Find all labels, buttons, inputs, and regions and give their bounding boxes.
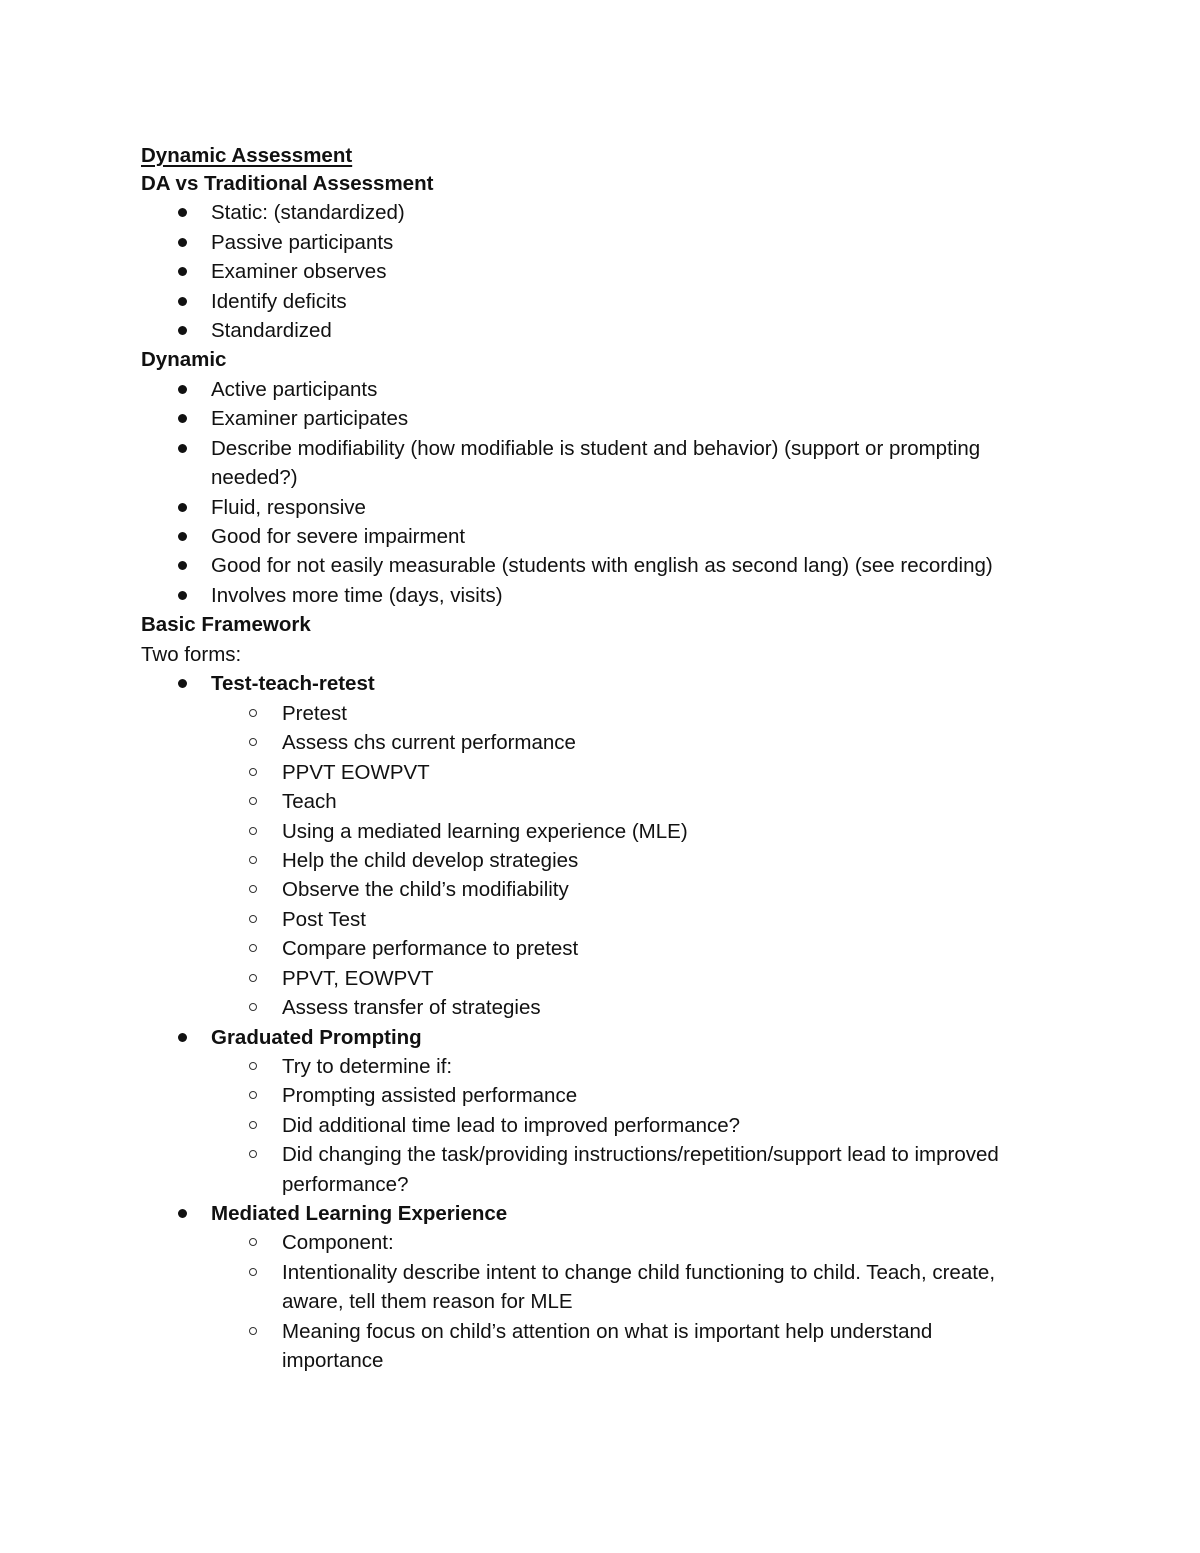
section-heading-dynamic: Dynamic [141,348,227,371]
bullet-icon [178,503,187,512]
list-item: Standardized [211,319,332,342]
sub-list-item: Try to determine if: [282,1055,453,1078]
sub-list-item: Did additional time lead to improved performance? [282,1114,741,1137]
sub-list-item: PPVT EOWPVT [282,761,430,784]
hollow-bullet-icon [249,1091,257,1099]
sub-list-item: Did changing the task/providing instructions/repetition/support lead to improved [282,1143,999,1166]
sub-list-item-continuation: performance? [282,1173,409,1196]
bullet-icon [178,561,187,570]
hollow-bullet-icon [249,1150,257,1158]
sub-list-item: Observe the child’s modifiability [282,878,569,901]
sub-list-item: PPVT, EOWPVT [282,967,434,990]
hollow-bullet-icon [249,944,257,952]
hollow-bullet-icon [249,738,257,746]
bullet-icon [178,297,187,306]
list-item: Passive participants [211,231,394,254]
sub-list-item: Teach [282,790,337,813]
bullet-icon [178,414,187,423]
list-item: Fluid, responsive [211,496,366,519]
sub-list-item: Pretest [282,702,347,725]
section-heading-basic-framework: Basic Framework [141,613,311,636]
hollow-bullet-icon [249,768,257,776]
hollow-bullet-icon [249,1268,257,1276]
form-label-test-teach-retest: Test-teach-retest [211,672,375,695]
hollow-bullet-icon [249,1121,257,1129]
bullet-icon [178,267,187,276]
hollow-bullet-icon [249,1003,257,1011]
document-title: Dynamic Assessment [141,144,353,167]
list-item-continuation: needed?) [211,466,298,489]
hollow-bullet-icon [249,797,257,805]
list-item: Active participants [211,378,378,401]
bullet-icon [178,208,187,217]
bullet-icon [178,679,187,688]
hollow-bullet-icon [249,1062,257,1070]
hollow-bullet-icon [249,1327,257,1335]
hollow-bullet-icon [249,709,257,717]
bullet-icon [178,326,187,335]
hollow-bullet-icon [249,974,257,982]
form-label-mediated-learning-experience: Mediated Learning Experience [211,1202,508,1225]
bullet-icon [178,532,187,541]
sub-list-item: Prompting assisted performance [282,1084,578,1107]
sub-list-item-continuation: importance [282,1349,384,1372]
sub-list-item: Meaning focus on child’s attention on what is important help understand [282,1320,933,1343]
hollow-bullet-icon [249,1238,257,1246]
list-item: Involves more time (days, visits) [211,584,503,607]
section-heading-da-vs-traditional: DA vs Traditional Assessment [141,172,434,195]
section-intro: Two forms: [141,643,242,666]
bullet-icon [178,444,187,453]
list-item: Good for not easily measurable (students with english as second lang) (see recording) [211,554,993,577]
hollow-bullet-icon [249,856,257,864]
bullet-icon [178,1209,187,1218]
sub-list-item: Intentionality describe intent to change child functioning to child. Teach, create, [282,1261,996,1284]
sub-list-item: Component: [282,1231,394,1254]
hollow-bullet-icon [249,827,257,835]
sub-list-item: Using a mediated learning experience (MLE) [282,820,688,843]
sub-list-item: Compare performance to pretest [282,937,579,960]
list-item: Static: (standardized) [211,201,405,224]
sub-list-item: Assess chs current performance [282,731,576,754]
list-item: Good for severe impairment [211,525,466,548]
hollow-bullet-icon [249,915,257,923]
bullet-icon [178,1033,187,1042]
list-item: Examiner observes [211,260,387,283]
sub-list-item: Post Test [282,908,366,931]
bullet-icon [178,385,187,394]
bullet-icon [178,591,187,600]
sub-list-item-continuation: aware, tell them reason for MLE [282,1290,573,1313]
list-item: Describe modifiability (how modifiable is student and behavior) (support or prompting [211,437,981,460]
list-item: Identify deficits [211,290,347,313]
sub-list-item: Assess transfer of strategies [282,996,541,1019]
list-item: Examiner participates [211,407,409,430]
hollow-bullet-icon [249,885,257,893]
form-label-graduated-prompting: Graduated Prompting [211,1026,422,1049]
bullet-icon [178,238,187,247]
sub-list-item: Help the child develop strategies [282,849,579,872]
